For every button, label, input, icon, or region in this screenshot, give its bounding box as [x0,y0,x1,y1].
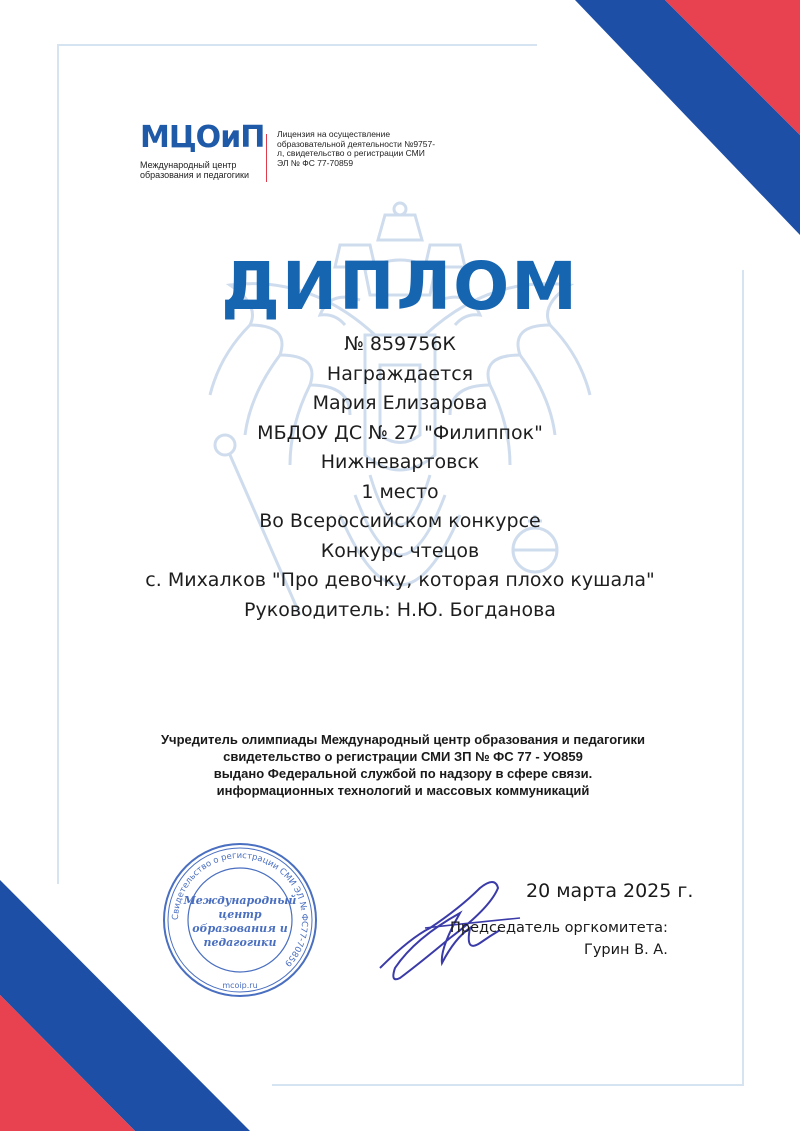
city-name: Нижневартовск [320,451,480,473]
frame-bottom-line [272,1084,744,1086]
logo-subtitle: Международный центр образования и педагогики [140,160,249,180]
stamp-center-line-3: образования и [192,922,288,935]
organization-stamp [160,840,320,1000]
contest-level: Во Всероссийском конкурсе [259,510,541,532]
place-award: 1 место [361,480,439,503]
founder-info [0,731,800,799]
frame-top-line [57,44,537,46]
logo-divider [266,134,267,182]
stamp-center-line-4: педагогики [203,936,277,949]
supervisor-name: Руководитель: Н.Ю. Богданова [244,598,556,621]
founder-line-2: свидетельство о регистрации СМИ ЗП № ФС 77 - УО859 [223,749,583,764]
chair-name: Гурин В. А. [584,942,668,958]
award-date: 20 марта 2025 г. [526,880,694,902]
chair-title: Председатель оргкомитета: [450,920,668,936]
stamp-ring-text: Свидетельство о регистрации СМИ ЭЛ № ФС77-70859 [170,850,310,969]
founder-line-4: информационных технологий и массовых коммуникаций [216,783,590,798]
stamp-center-line-1: Международный [183,894,297,907]
license-text: Лицензия на осуществление образовательной деятельности №9757-л, свидетельство о регистрации СМИ ЭЛ № ФС 77-70859 [277,129,436,168]
founder-line-3: выдано Федеральной службой по надзору в сфере связи. [213,766,593,781]
recipient-name: Мария Елизарова [312,392,488,414]
diploma-number: № 859756К [344,333,456,355]
stamp-bottom-text: mcoip.ru [222,981,258,990]
organization-logo [140,120,440,190]
institution-name: МБДОУ ДС № 27 "Филиппок" [257,421,543,444]
contest-name: Конкурс чтецов [320,539,480,562]
stamp-center-line-2: центр [218,908,262,921]
awarded-label: Награждается [326,362,474,385]
work-title: с. Михалков "Про девочку, которая плохо кушала" [145,569,655,591]
founder-line-1: Учредитель олимпиады Международный центр образования и педагогики [160,732,646,747]
diploma-body [0,330,800,625]
diploma-title: ДИПЛОМ [221,248,579,325]
logo-wordmark: МЦОиП [140,120,265,155]
